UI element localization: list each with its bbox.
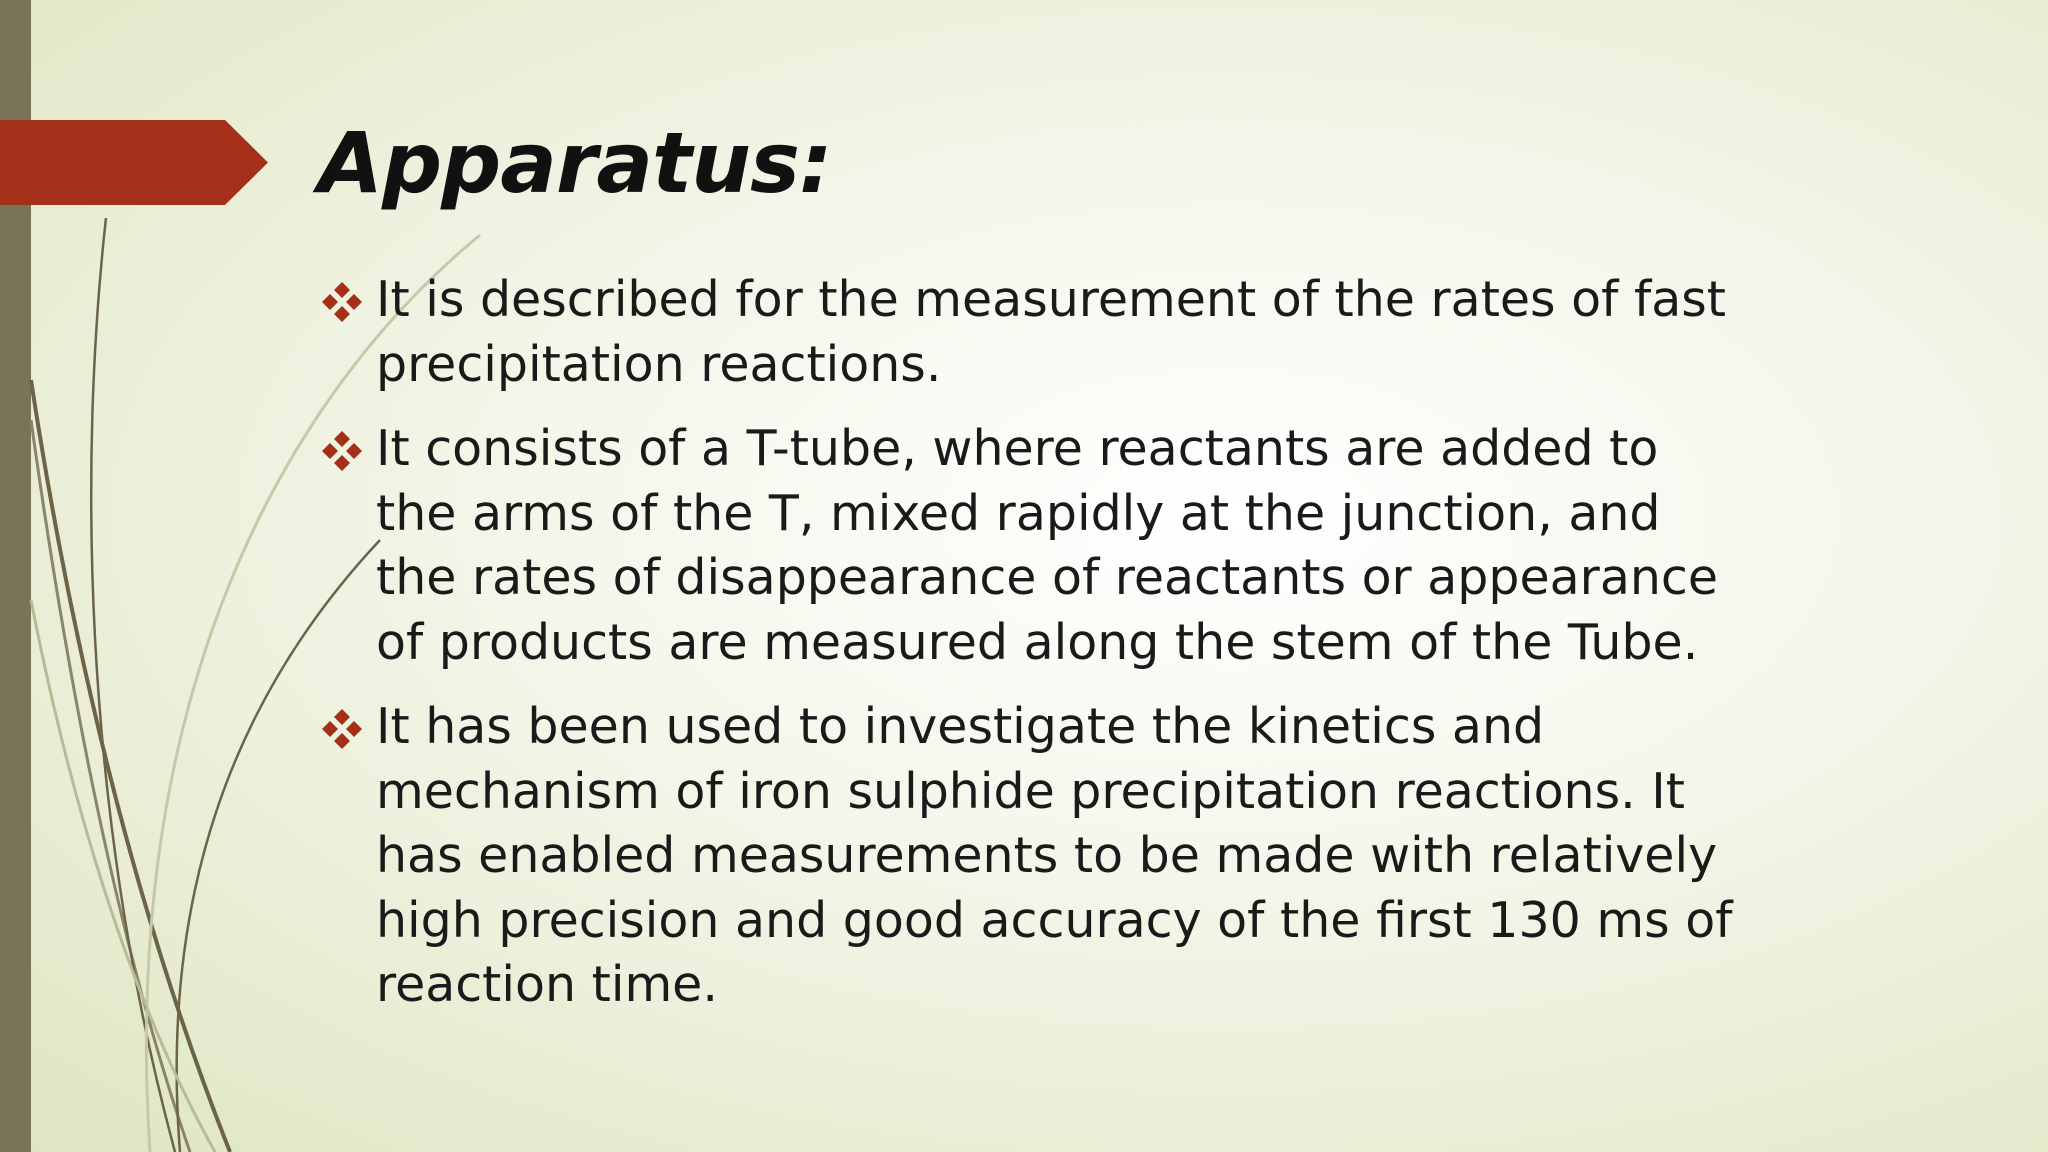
bullet-text: It has been used to investigate the kinetics and mechanism of iron sulphide precipitation reactions. It has enabled measurements to be made with relatively high precision and good accuracy of the first 130 ms of reaction time. (376, 698, 1733, 1013)
bullet-text: It consists of a T-tube, where reactants are added to the arms of the T, mixed rapidly at the junction, and the rates of disappearance of reactants or appearance of products are measured along the stem of the Tube. (376, 420, 1718, 671)
slide-title: Apparatus: (318, 114, 832, 212)
bullet-item (320, 417, 1740, 675)
bullet-item (320, 695, 1740, 1018)
decorative-curve (31, 600, 215, 1152)
bullet-list (320, 268, 1740, 1038)
four-diamond-bullet-icon (320, 707, 364, 751)
decorative-curve (91, 218, 175, 1152)
arrow-tab-icon (0, 120, 268, 205)
four-diamond-bullet-icon (320, 280, 364, 324)
bullet-item (320, 268, 1740, 397)
four-diamond-bullet-icon (320, 429, 364, 473)
bullet-text: It is described for the measurement of the rates of fast precipitation reactions. (376, 271, 1726, 393)
decorative-curve (31, 380, 230, 1152)
